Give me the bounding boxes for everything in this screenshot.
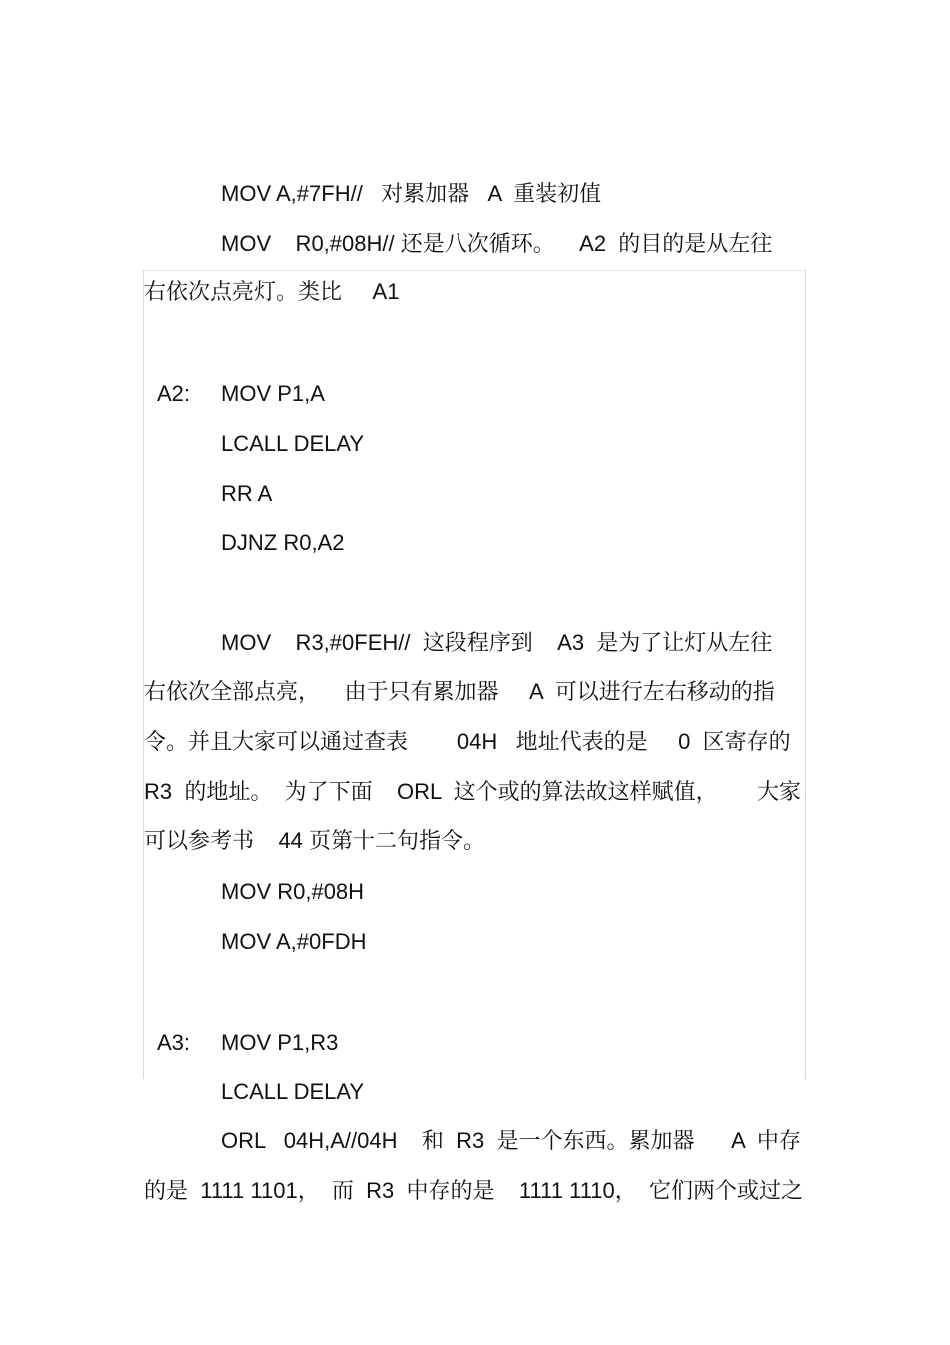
code-line: MOV A,#0FDH: [221, 929, 367, 954]
text-line: 右依次点亮灯。类比 A1: [144, 279, 400, 304]
code-line: MOV P1,A: [221, 381, 325, 406]
text-line-start: R3 的地址。 为了下面 ORL 这个或的算法故这样赋值，: [144, 779, 718, 804]
text-line: 的是 1111 1101， 而 R3 中存的是 1111 1110， 它们两个或过之: [144, 1178, 803, 1203]
code-label: A2:: [157, 381, 191, 406]
text-line: ORL 04H,A//04H 和 R3 是一个东西。累加器 A 中存: [221, 1128, 801, 1153]
code-line: MOV P1,R3: [221, 1030, 339, 1055]
code-line: LCALL DELAY: [221, 431, 365, 456]
code-line: LCALL DELAY: [221, 1079, 365, 1104]
text-line: 右依次全部点亮， 由于只有累加器 A 可以进行左右移动的指: [144, 679, 775, 704]
code-line: RR A: [221, 481, 273, 506]
code-line: DJNZ R0,A2: [221, 530, 345, 555]
text-line: MOV R0,#08H// 还是八次循环。 A2 的目的是从左往: [221, 231, 773, 256]
text-line: MOV A,#7FH// 对累加器 A 重装初值: [221, 181, 602, 206]
text-line: [144, 779, 801, 805]
text-line: 令。并且大家可以通过查表 04H 地址代表的是 0 区寄存的: [144, 729, 791, 754]
code-line: MOV R0,#08H: [221, 879, 365, 904]
text-line: 可以参考书 44 页第十二句指令。: [144, 828, 486, 853]
code-label: A3:: [157, 1030, 191, 1055]
text-line-end: 大家: [756, 779, 801, 804]
text-line: MOV R3,#0FEH// 这段程序到 A3 是为了让灯从左往: [221, 630, 773, 655]
